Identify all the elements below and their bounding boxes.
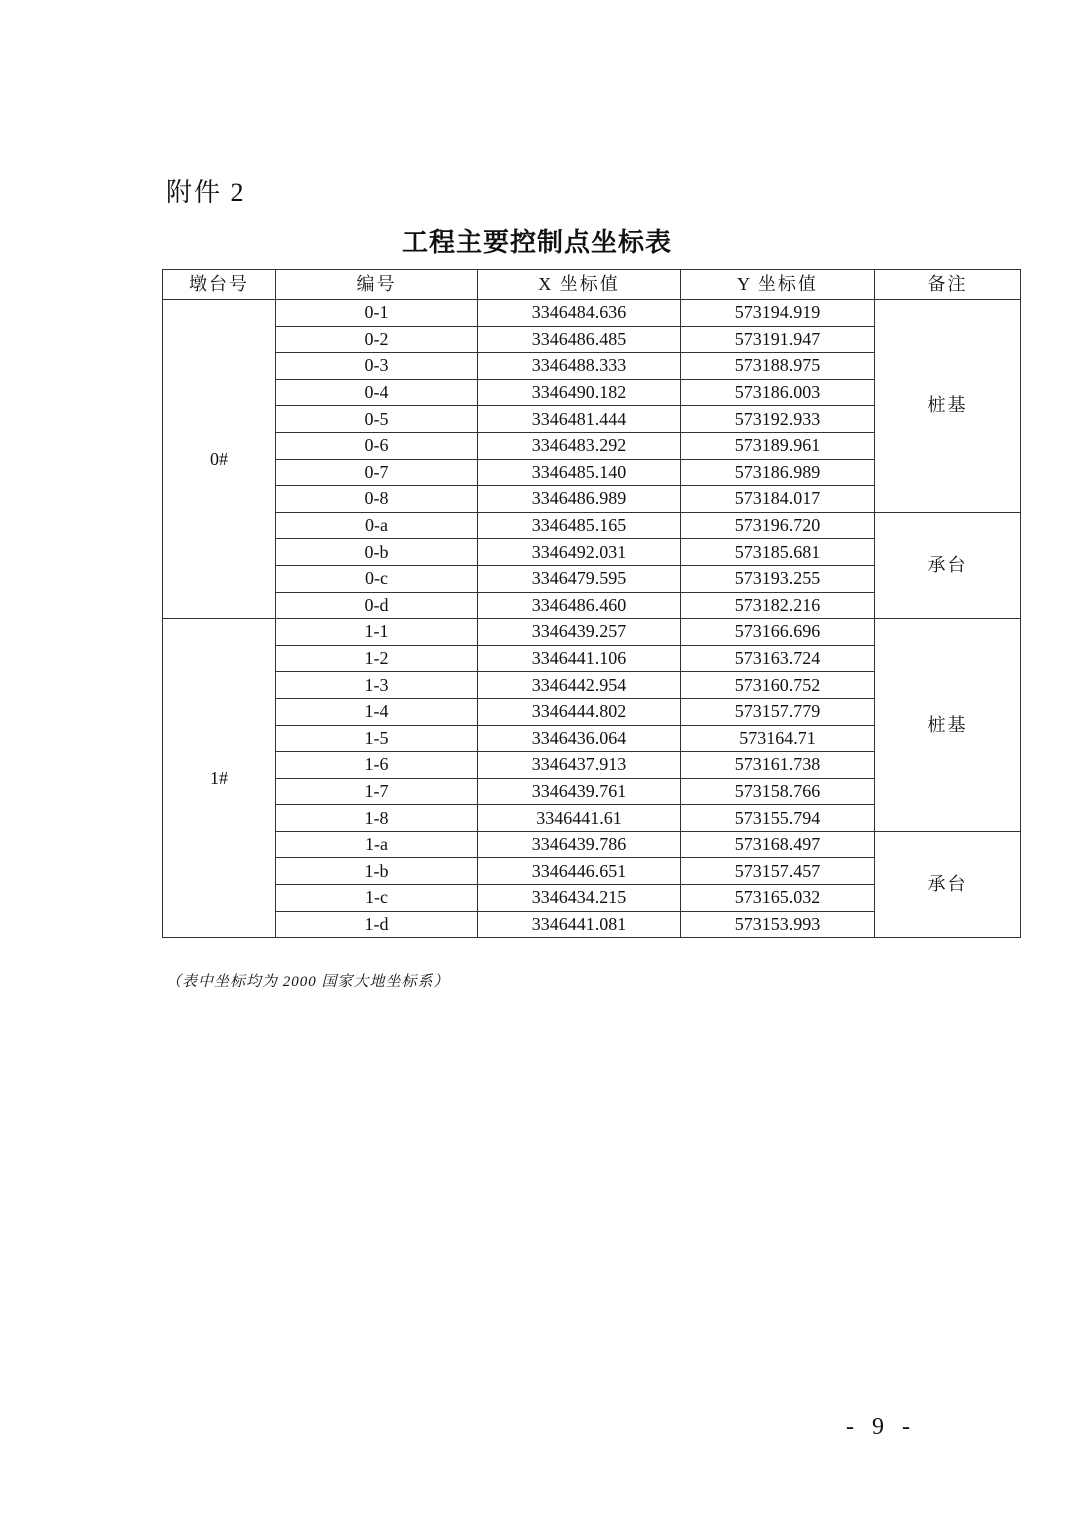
point-no-cell: 0-2 <box>276 326 478 353</box>
y-coordinate-cell: 573193.255 <box>681 565 875 592</box>
point-no-cell: 1-c <box>276 885 478 912</box>
point-no-cell: 1-4 <box>276 698 478 725</box>
point-no-cell: 1-1 <box>276 619 478 646</box>
point-no-cell: 0-c <box>276 565 478 592</box>
point-no-cell: 1-3 <box>276 672 478 699</box>
x-coordinate-cell: 3346485.140 <box>478 459 681 486</box>
header-pier: 墩台号 <box>163 270 276 300</box>
annex-label: 附件 2 <box>166 178 246 207</box>
point-no-cell: 0-5 <box>276 406 478 433</box>
x-coordinate-cell: 3346439.786 <box>478 831 681 858</box>
y-coordinate-cell: 573189.961 <box>681 432 875 459</box>
x-coordinate-cell: 3346488.333 <box>478 353 681 380</box>
table-footnote: （表中坐标均为 2000 国家大地坐标系） <box>166 974 450 990</box>
x-coordinate-cell: 3346446.651 <box>478 858 681 885</box>
y-coordinate-cell: 573191.947 <box>681 326 875 353</box>
table-header-row <box>163 270 1021 300</box>
point-no-cell: 0-4 <box>276 379 478 406</box>
header-y-coordinate: Y 坐标值 <box>681 270 875 300</box>
note-cell: 桩基 <box>875 619 1021 832</box>
point-no-cell: 0-7 <box>276 459 478 486</box>
control-point-coordinate-table <box>162 269 1021 938</box>
x-coordinate-cell: 3346479.595 <box>478 565 681 592</box>
x-coordinate-cell: 3346486.989 <box>478 486 681 513</box>
y-coordinate-cell: 573157.457 <box>681 858 875 885</box>
point-no-cell: 1-8 <box>276 805 478 832</box>
x-coordinate-cell: 3346481.444 <box>478 406 681 433</box>
y-coordinate-cell: 573186.989 <box>681 459 875 486</box>
point-no-cell: 0-b <box>276 539 478 566</box>
note-cell: 承台 <box>875 512 1021 618</box>
table-row <box>163 619 1021 646</box>
y-coordinate-cell: 573185.681 <box>681 539 875 566</box>
y-coordinate-cell: 573166.696 <box>681 619 875 646</box>
x-coordinate-cell: 3346492.031 <box>478 539 681 566</box>
pier-cell: 0# <box>163 300 276 619</box>
y-coordinate-cell: 573160.752 <box>681 672 875 699</box>
x-coordinate-cell: 3346437.913 <box>478 752 681 779</box>
point-no-cell: 0-8 <box>276 486 478 513</box>
x-coordinate-cell: 3346442.954 <box>478 672 681 699</box>
y-coordinate-cell: 573182.216 <box>681 592 875 619</box>
point-no-cell: 1-6 <box>276 752 478 779</box>
x-coordinate-cell: 3346484.636 <box>478 300 681 327</box>
table-row <box>163 512 1021 539</box>
point-no-cell: 0-6 <box>276 432 478 459</box>
point-no-cell: 0-1 <box>276 300 478 327</box>
page-number: - 9 - <box>846 1414 916 1440</box>
x-coordinate-cell: 3346436.064 <box>478 725 681 752</box>
y-coordinate-cell: 573161.738 <box>681 752 875 779</box>
y-coordinate-cell: 573188.975 <box>681 353 875 380</box>
point-no-cell: 0-a <box>276 512 478 539</box>
note-cell: 承台 <box>875 831 1021 937</box>
y-coordinate-cell: 573164.71 <box>681 725 875 752</box>
document-title: 工程主要控制点坐标表 <box>401 228 672 257</box>
x-coordinate-cell: 3346439.761 <box>478 778 681 805</box>
point-no-cell: 0-3 <box>276 353 478 380</box>
point-no-cell: 0-d <box>276 592 478 619</box>
y-coordinate-cell: 573163.724 <box>681 645 875 672</box>
note-cell: 桩基 <box>875 300 1021 513</box>
table-body <box>163 300 1021 938</box>
table-row <box>163 300 1021 327</box>
point-no-cell: 1-5 <box>276 725 478 752</box>
y-coordinate-cell: 573196.720 <box>681 512 875 539</box>
y-coordinate-cell: 573157.779 <box>681 698 875 725</box>
point-no-cell: 1-b <box>276 858 478 885</box>
x-coordinate-cell: 3346483.292 <box>478 432 681 459</box>
x-coordinate-cell: 3346439.257 <box>478 619 681 646</box>
x-coordinate-cell: 3346434.215 <box>478 885 681 912</box>
point-no-cell: 1-d <box>276 911 478 938</box>
y-coordinate-cell: 573153.993 <box>681 911 875 938</box>
header-point-no: 编号 <box>276 270 478 300</box>
x-coordinate-cell: 3346485.165 <box>478 512 681 539</box>
y-coordinate-cell: 573165.032 <box>681 885 875 912</box>
y-coordinate-cell: 573184.017 <box>681 486 875 513</box>
y-coordinate-cell: 573186.003 <box>681 379 875 406</box>
y-coordinate-cell: 573155.794 <box>681 805 875 832</box>
x-coordinate-cell: 3346444.802 <box>478 698 681 725</box>
header-note: 备注 <box>875 270 1021 300</box>
y-coordinate-cell: 573192.933 <box>681 406 875 433</box>
table-row <box>163 831 1021 858</box>
point-no-cell: 1-2 <box>276 645 478 672</box>
x-coordinate-cell: 3346486.460 <box>478 592 681 619</box>
x-coordinate-cell: 3346486.485 <box>478 326 681 353</box>
x-coordinate-cell: 3346441.106 <box>478 645 681 672</box>
pier-cell: 1# <box>163 619 276 938</box>
y-coordinate-cell: 573158.766 <box>681 778 875 805</box>
x-coordinate-cell: 3346441.081 <box>478 911 681 938</box>
x-coordinate-cell: 3346441.61 <box>478 805 681 832</box>
y-coordinate-cell: 573194.919 <box>681 300 875 327</box>
x-coordinate-cell: 3346490.182 <box>478 379 681 406</box>
point-no-cell: 1-7 <box>276 778 478 805</box>
point-no-cell: 1-a <box>276 831 478 858</box>
header-x-coordinate: X 坐标值 <box>478 270 681 300</box>
y-coordinate-cell: 573168.497 <box>681 831 875 858</box>
